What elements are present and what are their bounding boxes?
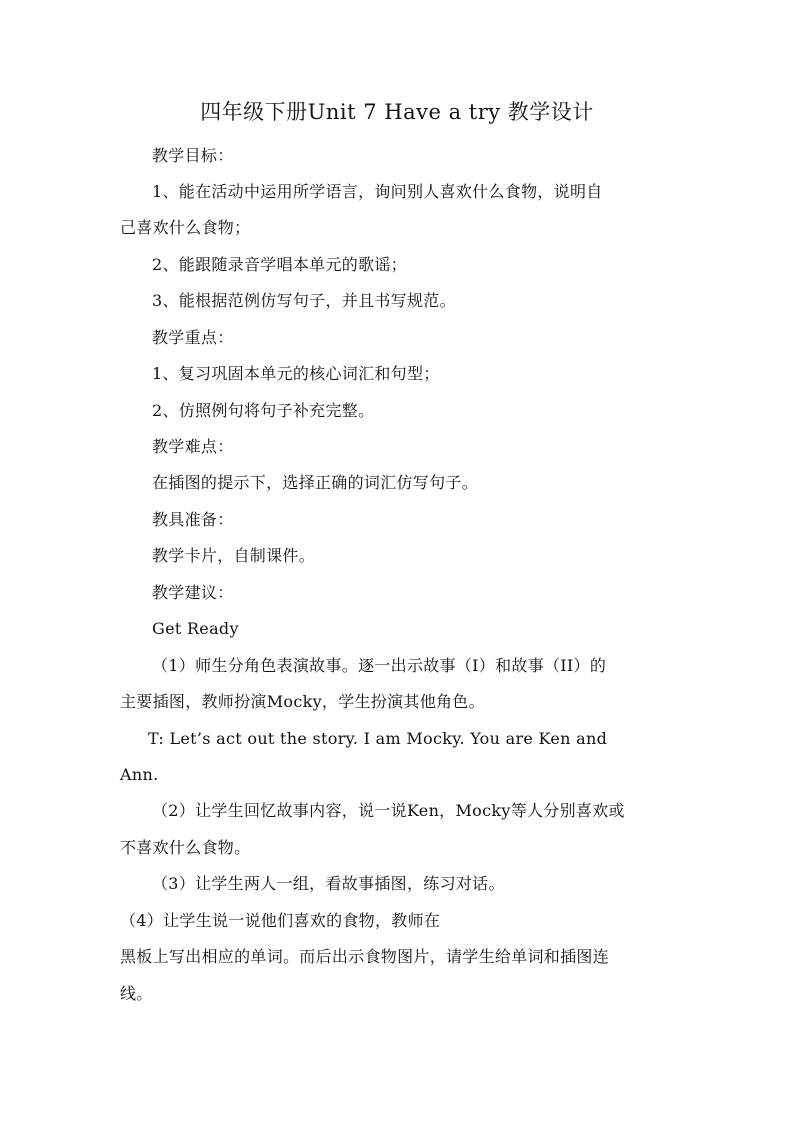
section-heading-materials: 教具准备： — [152, 510, 234, 529]
section-heading-key-points: 教学重点： — [152, 328, 234, 347]
paragraph-line: 主要插图，教师扮演Mocky，学生扮演其他角色。 — [120, 692, 485, 711]
document-title: 四年级下册Unit 7 Have a try 教学设计 — [200, 100, 594, 124]
paragraph-line: 线。 — [120, 984, 153, 1003]
paragraph-line: 3、能根据范例仿写句子，并且书写规范。 — [152, 291, 456, 310]
paragraph-line: （1）师生分角色表演故事。逐一出示故事（I）和故事（II）的 — [152, 656, 607, 675]
section-heading-difficulties: 教学难点： — [152, 437, 234, 456]
paragraph-line: Ann. — [120, 765, 159, 784]
paragraph-line: （3）让学生两人一组，看故事插图，练习对话。 — [152, 874, 505, 893]
paragraph-line: 1、复习巩固本单元的核心词汇和句型； — [152, 364, 440, 383]
paragraph-line: 己喜欢什么食物； — [120, 218, 251, 237]
section-heading-objectives: 教学目标： — [152, 146, 234, 165]
paragraph-line: 2、仿照例句将句子补充完整。 — [152, 401, 375, 420]
paragraph-line: T: Let’s act out the story. I am Mocky. You are Ken and — [148, 729, 608, 748]
paragraph-line: 2、能跟随录音学唱本单元的歌谣； — [152, 255, 407, 274]
subheading-get-ready: Get Ready — [152, 619, 239, 638]
paragraph-line: （2）让学生回忆故事内容，说一说Ken，Mocky等人分别喜欢或 — [152, 801, 625, 820]
paragraph-line: 教学卡片，自制课件。 — [152, 546, 316, 565]
paragraph-line: 不喜欢什么食物。 — [120, 838, 251, 857]
paragraph-line: （4）让学生说一说他们喜欢的食物，教师在 — [120, 911, 441, 930]
section-heading-suggestions: 教学建议： — [152, 583, 234, 602]
paragraph-line: 1、能在活动中运用所学语言，询问别人喜欢什么食物，说明自 — [152, 182, 603, 201]
paragraph-line: 黑板上写出相应的单词。而后出示食物图片，请学生给单词和插图连 — [120, 947, 610, 966]
paragraph-line: 在插图的提示下，选择正确的词汇仿写句子。 — [152, 473, 479, 492]
